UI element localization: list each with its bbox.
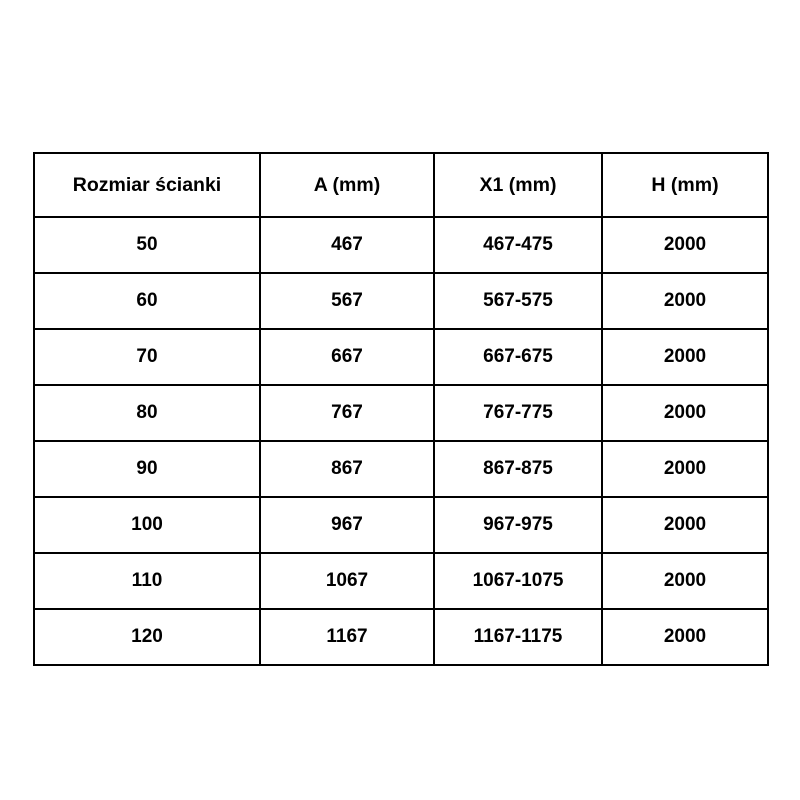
cell-x1: 467-475 — [434, 217, 602, 273]
table-row — [34, 385, 768, 441]
cell-x1: 967-975 — [434, 497, 602, 553]
cell-a: 667 — [260, 329, 434, 385]
cell-a: 1067 — [260, 553, 434, 609]
table-header-row — [34, 153, 768, 217]
cell-size: 110 — [34, 553, 260, 609]
spec-table-container — [33, 152, 767, 666]
table-row — [34, 217, 768, 273]
cell-a: 467 — [260, 217, 434, 273]
cell-size: 120 — [34, 609, 260, 665]
cell-h: 2000 — [602, 553, 768, 609]
table-body — [34, 217, 768, 665]
dimensions-table — [33, 152, 769, 666]
cell-a: 867 — [260, 441, 434, 497]
table-header — [34, 153, 768, 217]
cell-size: 80 — [34, 385, 260, 441]
cell-a: 567 — [260, 273, 434, 329]
cell-size: 100 — [34, 497, 260, 553]
cell-size: 70 — [34, 329, 260, 385]
table-row — [34, 609, 768, 665]
cell-x1: 1167-1175 — [434, 609, 602, 665]
table-row — [34, 329, 768, 385]
cell-x1: 667-675 — [434, 329, 602, 385]
table-row — [34, 553, 768, 609]
table-row — [34, 497, 768, 553]
cell-size: 90 — [34, 441, 260, 497]
cell-h: 2000 — [602, 385, 768, 441]
cell-a: 967 — [260, 497, 434, 553]
cell-h: 2000 — [602, 329, 768, 385]
cell-h: 2000 — [602, 273, 768, 329]
cell-a: 1167 — [260, 609, 434, 665]
cell-size: 50 — [34, 217, 260, 273]
cell-size: 60 — [34, 273, 260, 329]
table-row — [34, 273, 768, 329]
column-header-size: Rozmiar ścianki — [34, 153, 260, 217]
column-header-x1: X1 (mm) — [434, 153, 602, 217]
column-header-h: H (mm) — [602, 153, 768, 217]
cell-x1: 1067-1075 — [434, 553, 602, 609]
cell-h: 2000 — [602, 609, 768, 665]
column-header-a: A (mm) — [260, 153, 434, 217]
cell-h: 2000 — [602, 497, 768, 553]
cell-x1: 867-875 — [434, 441, 602, 497]
table-row — [34, 441, 768, 497]
cell-h: 2000 — [602, 217, 768, 273]
cell-x1: 567-575 — [434, 273, 602, 329]
cell-h: 2000 — [602, 441, 768, 497]
cell-x1: 767-775 — [434, 385, 602, 441]
cell-a: 767 — [260, 385, 434, 441]
